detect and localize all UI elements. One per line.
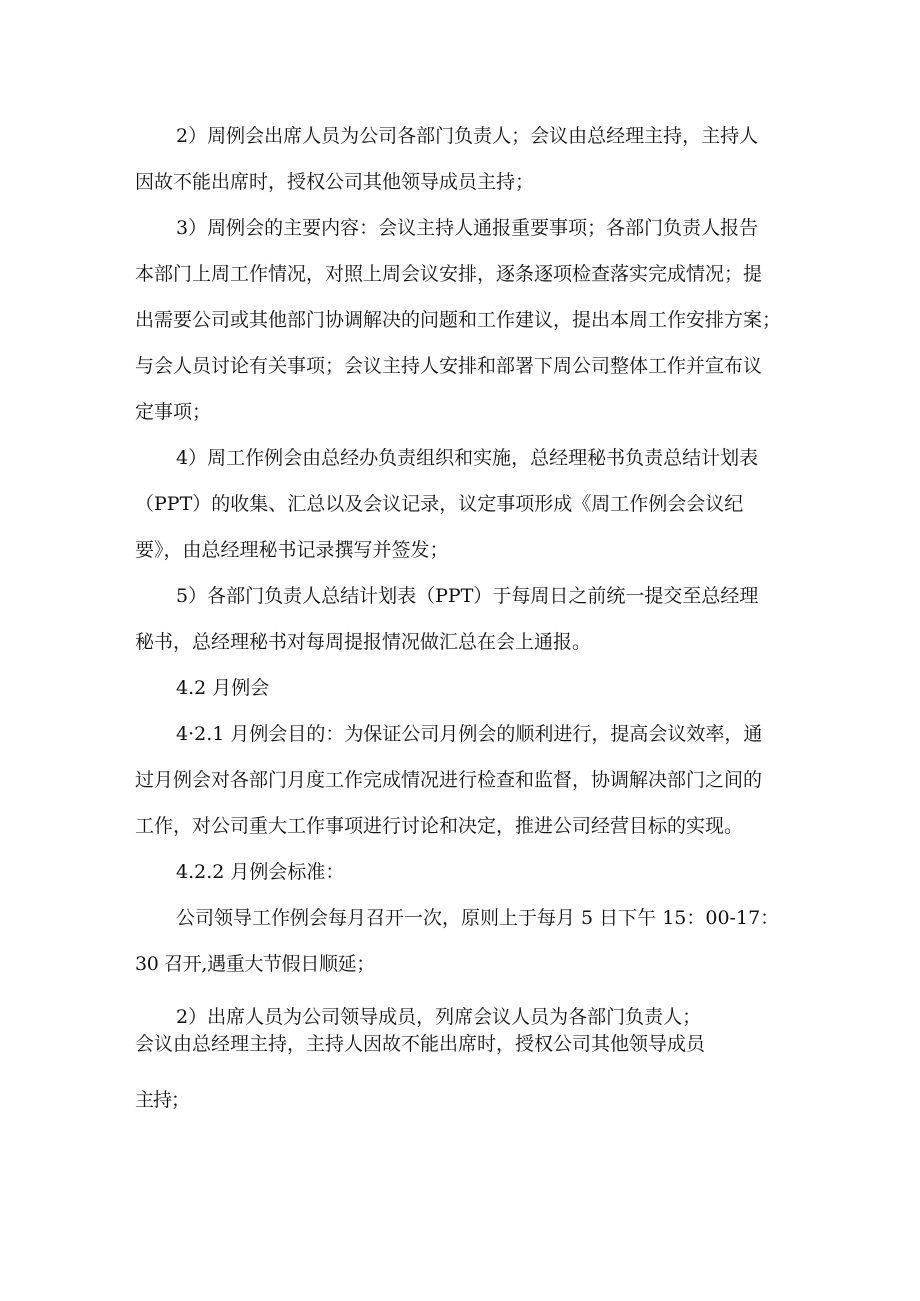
text-line: 工作，对公司重大工作事项进行讨论和决定，推进公司经营目标的实现。: [135, 815, 744, 837]
text-line: 秘书，总经理秘书对每周提报情况做汇总在会上通报。: [135, 631, 592, 653]
text-line: （PPT）的收集、汇总以及会议记录，议定事项形成《周工作例会会议纪: [135, 493, 744, 515]
text-line: 5）各部门负责人总结计划表（PPT）于每周日之前统一提交至总经理: [176, 585, 759, 607]
text-line: 主持；: [135, 1089, 190, 1111]
text-line: 30 召开,遇重大节假日顺延；: [135, 953, 375, 975]
text-line: 3）周例会的主要内容：会议主持人通报重要事项；各部门负责人报告: [176, 217, 759, 239]
text-line: 4）周工作例会由总经办负责组织和实施，总经理秘书负责总结计划表: [176, 447, 759, 469]
section-heading: 4.2 月例会: [176, 677, 270, 699]
text-line: 与会人员讨论有关事项；会议主持人安排和部署下周公司整体工作并宣布议: [135, 355, 763, 377]
text-line: 4·2.1 月例会目的：为保证公司月例会的顺利进行，提高会议效率，通: [176, 723, 763, 745]
section-heading: 4.2.2 月例会标准：: [176, 861, 345, 883]
text-line: 定事项；: [135, 401, 212, 423]
text-line: 2）出席人员为公司领导成员，列席会议人员为各部门负责人；: [176, 1006, 702, 1028]
text-line: 本部门上周工作情况，对照上周会议安排，逐条逐项检查落实完成情况；提: [135, 263, 763, 285]
text-line: 公司领导工作例会每月召开一次，原则上于每月 5 日下午 15：00-17：: [176, 907, 780, 929]
text-line: 会议由总经理主持，主持人因故不能出席时，授权公司其他领导成员: [135, 1033, 706, 1055]
text-line: 要》，由总经理秘书记录撰写并签发；: [135, 539, 449, 561]
text-line: 出需要公司或其他部门协调解决的问题和工作建议，提出本周工作安排方案；: [135, 309, 782, 331]
text-line: 过月例会对各部门月度工作完成情况进行检查和监督，协调解决部门之间的: [135, 769, 763, 791]
text-line: 因故不能出席时，授权公司其他领导成员主持；: [135, 171, 535, 193]
text-line: 2）周例会出席人员为公司各部门负责人；会议由总经理主持，主持人: [176, 125, 759, 147]
